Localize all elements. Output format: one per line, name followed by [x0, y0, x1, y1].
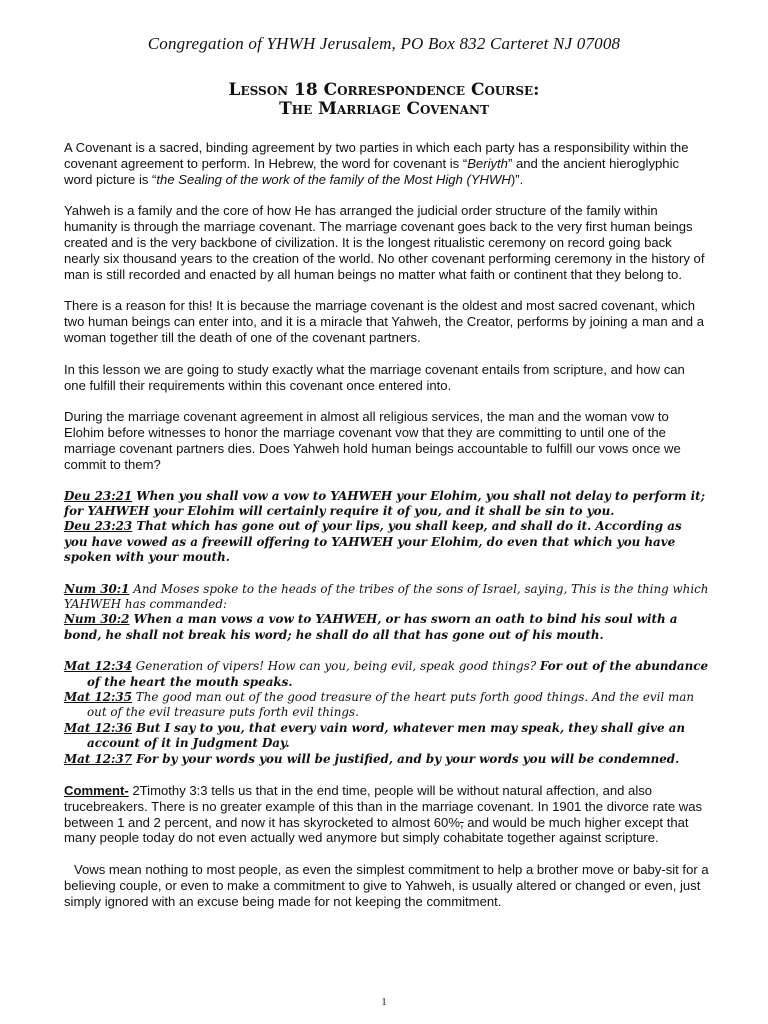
verse-reference: Mat 12:36	[64, 720, 132, 735]
lesson-subtitle: The Marriage Covenant	[279, 99, 489, 119]
intro-paragraph-lesson: In this lesson we are going to study exactly what the marriage covenant entails from scripture, and how can one fulfill their requirements within this covenant once entered into.	[64, 361, 685, 393]
intro-paragraph-covenant: A Covenant is a sacred, binding agreement by two parties in which each party has a responsibility within the covenant agreement to perform. In Hebrew, the word for covenant is “Beriyth” and the ancient hieroglyphic word picture is “the Sealing of the work of the family of the Most High (YHWH)”.	[64, 140, 689, 187]
closing-paragraph: Vows mean nothing to most people, as even the simplest commitment to help a brother move or baby-sit for a believing couple, or even to make a commitment to give to Yahweh, is usually altered or changed or even, just simply ignored with an excuse being made for not keeping the commitment.	[64, 862, 709, 909]
verse-reference: Mat 12:37	[64, 751, 132, 766]
verse-num-30-2: Num 30:2 When a man vows a vow to YAHWEH, or has sworn an oath to bind his soul with a bond, he shall not break his word; he shall do all that has gone out of his mouth.	[64, 612, 678, 642]
verse-deu-23-21: Deu 23:21 When you shall vow a vow to YAHWEH your Elohim, you shall not delay to perform it; for YAHWEH your Elohim will certainly require it of you, and it shall be sin to you.	[64, 488, 706, 518]
struck-comma: ,	[459, 814, 464, 830]
verse-reference: Deu 23:21	[64, 488, 133, 503]
page-number: 1	[381, 996, 387, 1008]
intro-paragraph-reason: There is a reason for this! It is because the marriage covenant is the oldest and most sacred covenant, which two human beings can enter into, and it is a miracle that Yahweh, the Creator, performs by joining a man and a woman together till the death of one of the covenant partners.	[64, 298, 705, 345]
verse-mat-12-36: Mat 12:36 But I say to you, that every vain word, whatever men may speak, they shall give an account of it in Judgment Day.	[64, 720, 686, 751]
verse-num-30-1: Num 30:1 And Moses spoke to the heads of the tribes of the sons of Israel, saying, This is the thing which YAHWEH has commanded:	[64, 581, 709, 611]
matthew-verses	[64, 659, 709, 767]
verse-mat-12-34: Mat 12:34 Generation of vipers! How can you, being evil, speak good things? For out of the abundance of the heart the mouth speaks.	[64, 659, 709, 689]
hieroglyph-quote: the Sealing of the work of the family of the Most High (YHWH	[156, 171, 511, 187]
verse-reference: Deu 23:23	[64, 519, 133, 534]
verse-mat-12-35: Mat 12:35 The good man out of the good treasure of the heart puts forth good things. And the evil man out of the evil treasure puts forth evil things.	[64, 690, 694, 720]
numbers-verses	[64, 582, 709, 644]
comment-label: Comment-	[64, 783, 129, 799]
beriyth-word: Beriyth	[467, 155, 508, 171]
verse-reference: Mat 12:34	[64, 659, 132, 674]
intro-paragraph-family: Yahweh is a family and the core of how He has arranged the judicial order structure of the family within humanity is through the marriage covenant. The marriage covenant goes back to the very first human beings created and is the very backbone of civilization. It is the longest ritualistic ceremony on record going back nearly six thousand years to the creation of the world. No other covenant performing ceremony in the history of man is still recorded and enacted by all human beings no matter what faith or continent that they belong to.	[64, 203, 705, 282]
verse-reference: Num 30:2	[64, 612, 130, 627]
verse-deu-23-23: Deu 23:23 That which has gone out of your lips, you shall keep, and shall do it. According as you have vowed as a freewill offering to YAHWEH your Elohim, do even that which you have spoken with your mouth.	[64, 519, 682, 565]
verse-reference: Mat 12:35	[64, 690, 132, 705]
intro-paragraph-vows: During the marriage covenant agreement in almost all religious services, the man and the woman vow to Elohim before witnesses to honor the marriage covenant vow that they are committing to until one of the marriage covenant partners dies. Does Yahweh hold human beings accountable to fulfill our vows once we commit to them?	[64, 409, 681, 472]
document-body	[64, 140, 709, 926]
lesson-title: Lesson 18 Correspondence Course:	[228, 80, 540, 100]
congregation-address-header: Congregation of YHWH Jerusalem, PO Box 832 Carteret NJ 07008	[147, 34, 621, 53]
verse-mat-12-37: Mat 12:37 For by your words you will be justified, and by your words you will be condemned.	[64, 751, 680, 766]
deuteronomy-verses	[64, 489, 709, 566]
verse-reference: Num 30:1	[64, 581, 130, 596]
comment-paragraph: Comment- 2Timothy 3:3 tells us that in the end time, people will be without natural affection, and also trucebreakers. There is no greater example of this than in the marriage covenant. In 1901 the divorce rate was between 1 and 2 percent, and now it has skyrocketed to almost 60%, and would be much higher except that many people today do not even actually wed anymore but simply cohabitate together against scripture.	[64, 783, 703, 846]
